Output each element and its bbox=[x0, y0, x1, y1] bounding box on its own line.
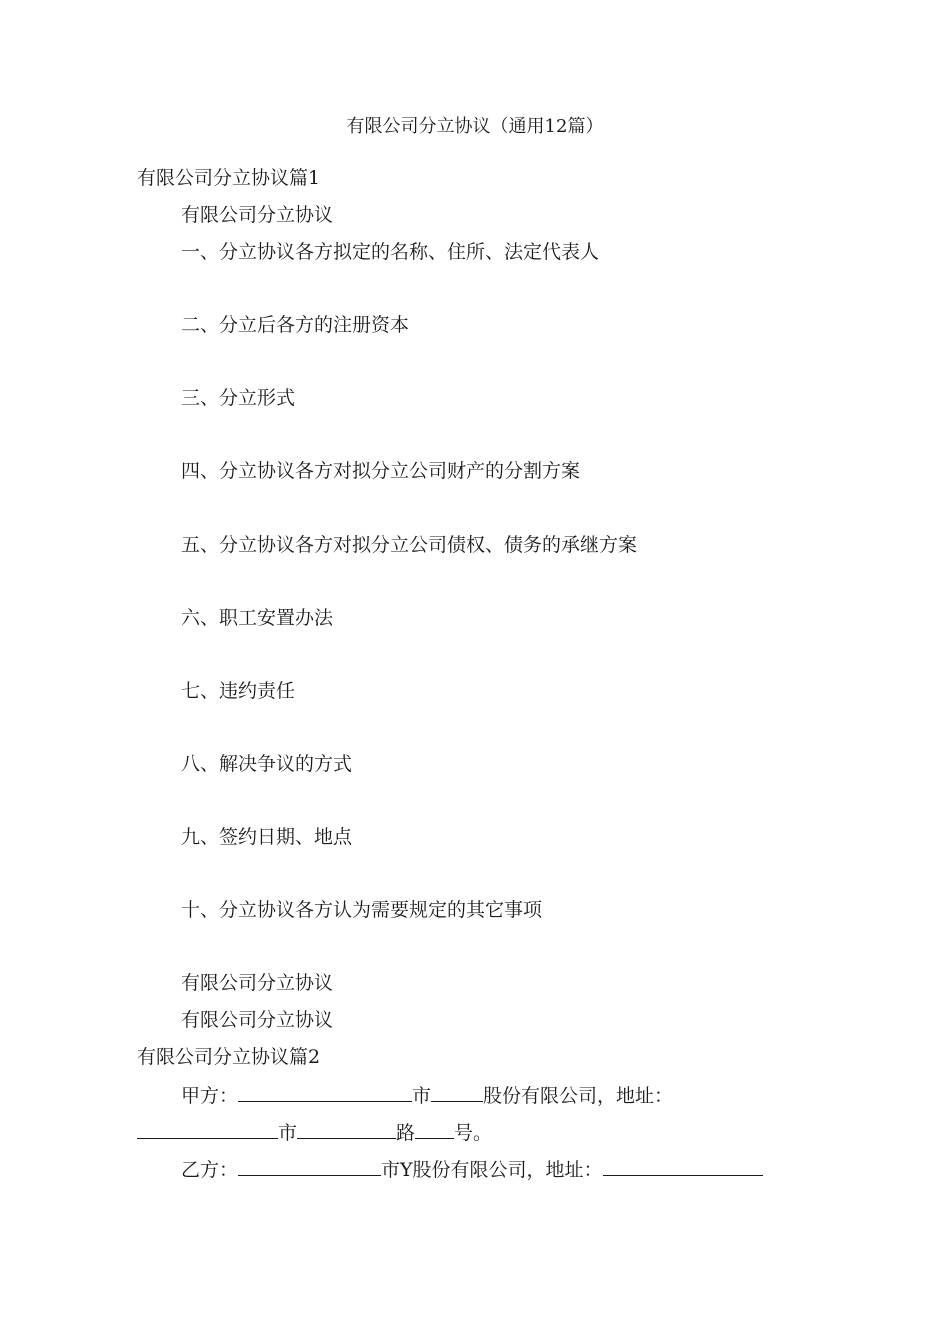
list-item: 八、解决争议的方式 bbox=[181, 753, 353, 775]
party-a-address-line bbox=[137, 1120, 492, 1145]
section-heading-1: 有限公司分立协议篇1 bbox=[137, 167, 321, 189]
section-subtitle: 有限公司分立协议 bbox=[181, 204, 334, 226]
party-a-city: 市 bbox=[412, 1085, 432, 1107]
list-item: 五、分立协议各方对拟分立公司债权、债务的承继方案 bbox=[181, 534, 638, 556]
list-item: 六、职工安置办法 bbox=[181, 607, 334, 629]
party-a-city2: 市 bbox=[278, 1122, 298, 1144]
party-b-line bbox=[181, 1157, 763, 1182]
list-item: 七、违约责任 bbox=[181, 680, 296, 702]
party-a-company: 股份有限公司，地址： bbox=[483, 1085, 674, 1107]
document-title: 有限公司分立协议（通用12篇） bbox=[346, 116, 604, 137]
list-item: 二、分立后各方的注册资本 bbox=[181, 314, 410, 336]
list-item: 三、分立形式 bbox=[181, 387, 296, 409]
closing-line: 有限公司分立协议 bbox=[181, 1009, 334, 1031]
party-a-label: 甲方： bbox=[181, 1085, 239, 1107]
party-a-road: 路 bbox=[396, 1122, 416, 1144]
list-item: 四、分立协议各方对拟分立公司财产的分割方案 bbox=[181, 460, 581, 482]
blank-field[interactable] bbox=[431, 1083, 483, 1102]
blank-field[interactable] bbox=[603, 1157, 763, 1176]
party-a-line bbox=[181, 1083, 673, 1108]
list-item: 九、签约日期、地点 bbox=[181, 826, 353, 848]
party-b-label: 乙方： bbox=[181, 1159, 239, 1181]
section-heading-2: 有限公司分立协议篇2 bbox=[137, 1046, 321, 1068]
blank-field[interactable] bbox=[415, 1120, 454, 1139]
closing-line: 有限公司分立协议 bbox=[181, 972, 334, 994]
blank-field[interactable] bbox=[137, 1120, 278, 1139]
blank-field[interactable] bbox=[238, 1083, 412, 1102]
blank-field[interactable] bbox=[297, 1120, 396, 1139]
party-b-company: 市Y股份有限公司，地址： bbox=[381, 1159, 603, 1181]
list-item: 一、分立协议各方拟定的名称、住所、法定代表人 bbox=[181, 241, 600, 263]
list-item: 十、分立协议各方认为需要规定的其它事项 bbox=[181, 899, 543, 921]
blank-field[interactable] bbox=[238, 1157, 381, 1176]
party-a-number: 号。 bbox=[454, 1122, 493, 1144]
